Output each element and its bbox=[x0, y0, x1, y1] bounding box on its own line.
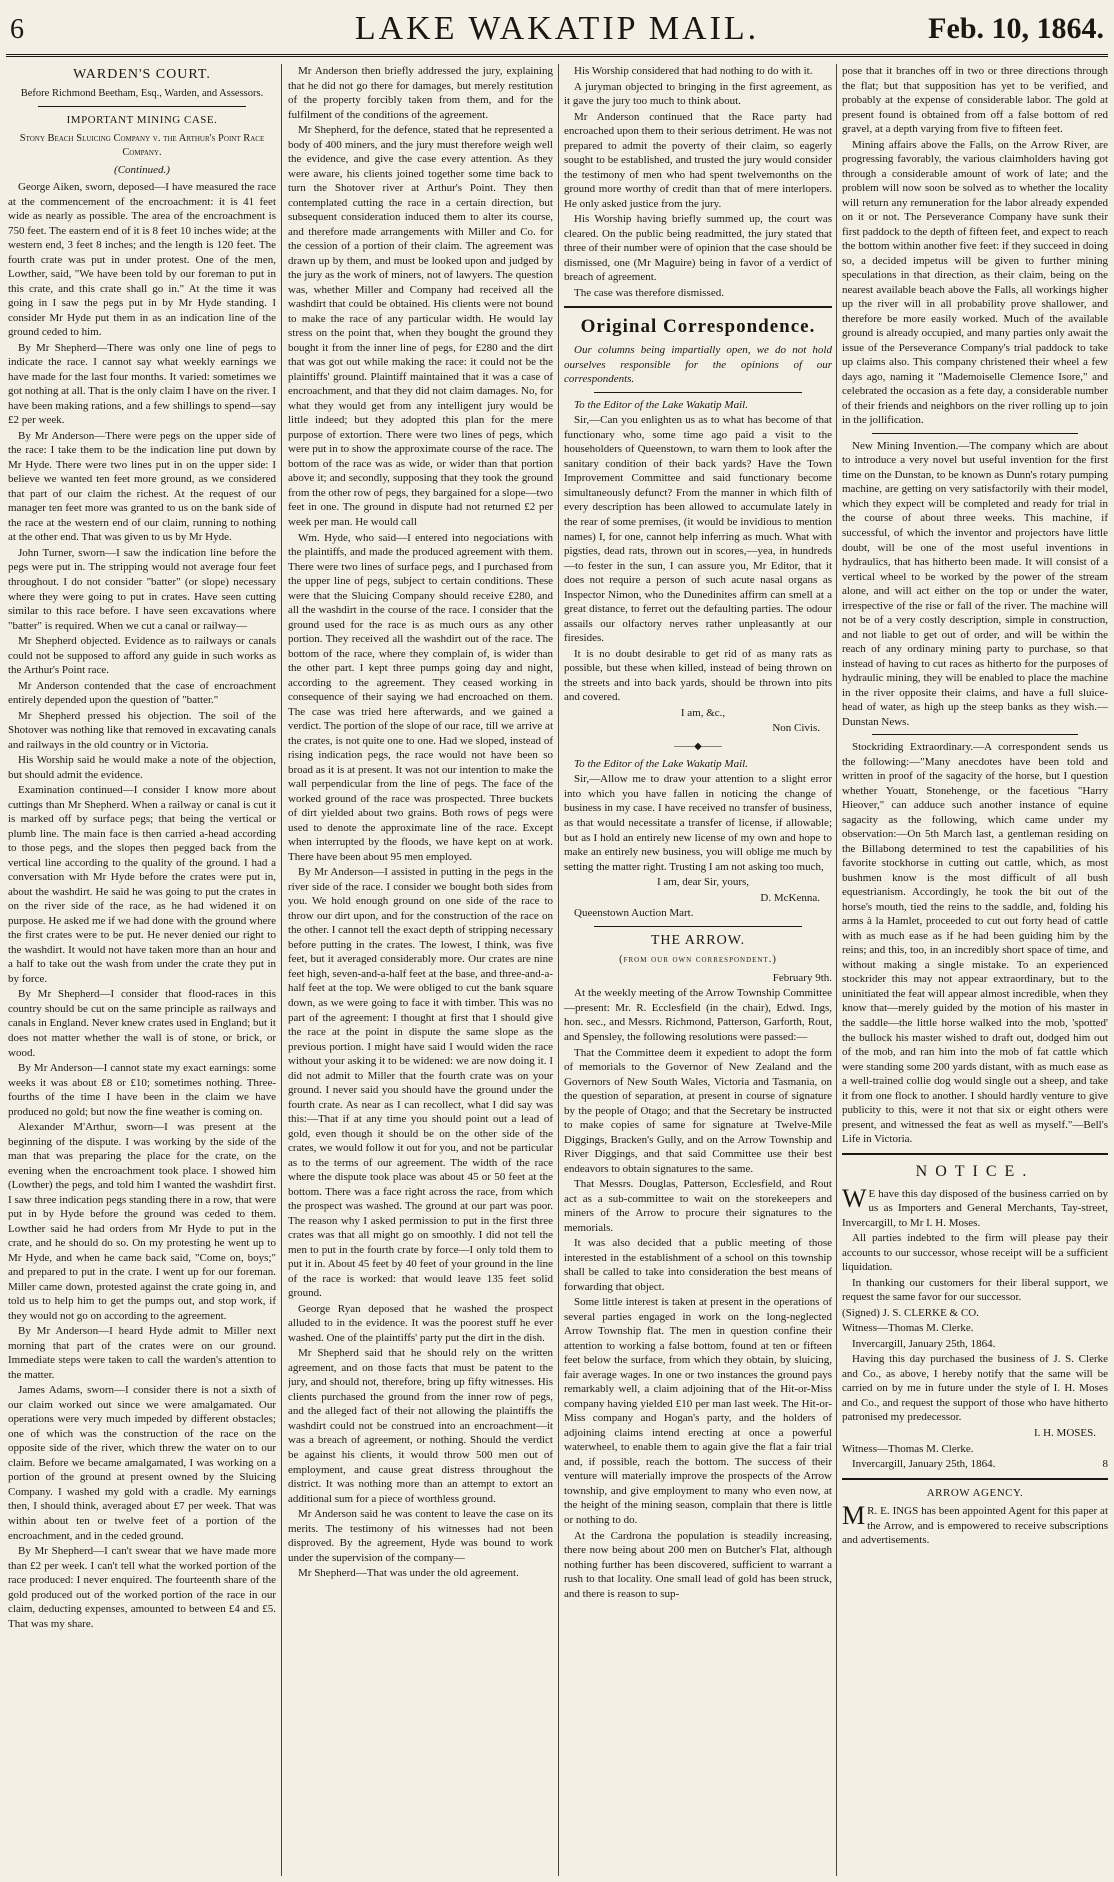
article-paragraph: Examination continued—I consider I know more about cuttings than Mr Shepherd. When a railway or canal is cut it is marked off by surface pegs; that being the vertical or plumb line. The main face is then carried a-head according to those pegs, and the slopes then pegged back from the vertical line according to the quality of the ground. I had a conversation with Mr Hyde before the crates were put in, about the washdirt. He said he was going to put the crates in on the river side of the race, as he had widened it on purpose. He asked me if we had done with the ground where the first crates were to be put. He never denied our right to the washdirt. It would not have taken more than an hour and a half to take out the wash from under the crate they put in by force. bbox=[8, 784, 276, 985]
ad-number: 8 bbox=[1102, 1458, 1108, 1471]
agency-heading: ARROW AGENCY. bbox=[926, 1486, 1024, 1499]
continued-label: (Continued.) bbox=[114, 163, 170, 176]
article-paragraph: It was also decided that a public meeting of those interested in the establishment of a school on this township shall be called to take into consideration the best means of forwarding that object. bbox=[564, 1237, 832, 1293]
letter-place: Queenstown Auction Mart. bbox=[574, 907, 694, 920]
letter-paragraph: Sir,—Can you enlighten us as to what has become of that functionary who, some time ago paid a visit to the householders of Queenstown, to warn them to look after the sanitary condition of their back yards? Have the Town Improvement Committee and said functionary become simultaneously defunct? From the manner in which filth of every description has been allowed to accumulate lately in the rear of some premises, (it would be invidious to mention names) I, for one, cannot help inferring as much. What with pigsties, dead rats, thrown out in scores,—yea, in hundreds—to fester in the sun, I can assure you, Mr Editor, that it does not require a person of such acute nasal organs as Inspector Nimon, who the Dunedinites affirm can smell at a great distance, to ferret out the defaulting parties. The odour assails our olfactory nerves rather unpleasantly at our firesides. bbox=[564, 414, 832, 645]
notice-paragraph: Having this day purchased the business of J. S. Clerke and Co., as above, I hereby notify that the same will be carried on by me in future under the style of I. H. Moses and Co., and request the support of those who have hitherto patronised my predecessor. bbox=[842, 1353, 1108, 1424]
notice-place-date: Invercargill, January 25th, 1864. bbox=[852, 1337, 996, 1350]
article-paragraph: By Mr Shepherd—I consider that flood-races in this country should be cut on the same principle as railways and canals in England. Never knew crates used in England; but it does not matter whether the wall is of stone, or brick, or wood. bbox=[8, 988, 276, 1059]
article-paragraph: John Turner, sworn—I saw the indication line before the pegs were put in. The stripping would not average four feet throughout. I do not consider "batter" (or slope) necessary where they were going to put in crates. Have seen cutting similar to this race before. I have seen excavations where "batter" is required. When we cut a canal or railway— bbox=[8, 546, 276, 632]
article-paragraph: At the Cardrona the population is steadily increasing, there now being about 200 men on Butcher's Flat, although nothing further has been discovered, sufficient to warrant a rush to that locality. One small lead of gold has been struck, and there is reason to sup- bbox=[564, 1529, 832, 1600]
article-paragraph: Mr Shepherd pressed his objection. The soil of the Shotover was nothing like that removed in excavating canals and railways in the old country or in Victoria. bbox=[8, 709, 276, 751]
dateline: February 9th. bbox=[772, 971, 832, 984]
notice-signed: (Signed) J. S. CLERKE & CO. bbox=[842, 1306, 979, 1319]
divider bbox=[872, 734, 1078, 735]
wardens-court-heading: WARDEN'S COURT. bbox=[73, 67, 211, 82]
arrow-heading: THE ARROW. bbox=[650, 932, 746, 948]
column-rule bbox=[281, 64, 282, 1876]
ornament-divider: ——◆—— bbox=[674, 740, 722, 752]
article-paragraph: Alexander M'Arthur, sworn—I was present at the beginning of the dispute. I was working by the side of the man that was preparing the place for the crate, on the evening when the encroachment took place. I showed him (Lowther) the pegs, and told him I wanted the washdirt first. I saw three indication pegs standing there in a row, that were put in by Hyde before the ground was ceded to them. Lowther said he had orders from Mr Hyde to put in the crate, and he should do so. On my protesting he went up to Mr Hyde, and when he came back said, "Come on, boys;" and prepared to put in the crate. I went up for our foreman. Miller came down, protested against the crate going in, and told us to help him to get the pumps out, and stop work, if they would not go on according to the agreement. bbox=[8, 1121, 276, 1322]
newspaper-title: LAKE WAKATIP MAIL. bbox=[354, 10, 760, 47]
notice-witness: Witness—Thomas M. Clerke. bbox=[842, 1442, 974, 1455]
article-paragraph: A juryman objected to bringing in the first agreement, as it gave the jury too much to think about. bbox=[564, 80, 832, 108]
article-paragraph: Mr Anderson said he was content to leave the case on its merits. The testimony of his witnesses had not been disproved. By the agreement, Hyde was bound to work under the supervision of the company— bbox=[288, 1508, 553, 1564]
page-number: 6 bbox=[10, 14, 24, 45]
article-paragraph: The case was therefore dismissed. bbox=[574, 286, 724, 299]
disclaimer: Our columns being impartially open, we do not hold ourselves responsible for the opinions of our correspondents. bbox=[564, 344, 832, 386]
divider bbox=[38, 106, 246, 107]
article-paragraph: Wm. Hyde, who said—I entered into negociations with the plaintiffs, and made the produced agreement with them. There were two lines of surface pegs, and I purchased from the upper line of pegs, subject to certain conditions. These were that the Sluicing Company should receive £280, and all the washdirt in the course of the race. I consider that the ground used for the race is as much ours as any other portion. They received all the washdirt out of the race. The bottom of the race, where they complain of, is wider than the other part. I kept three pumps going day and night, according to the agreement. They ceased working in consequence of their saying we had encroached on them. The case was tried here afterwards, and we gained a verdict. The portion of the slope of our race, till we arrive at the crates, is not quite one to one. Had we sloped, instead of rising indication pegs, the race would not have been so broad as it is at present. It was not our intention to make the wall perpendicular from the line of pegs. The face of the worked ground of the race was prospected. Three buckets of dirt yielded about two grains. Both rows of pegs were used to denote the approximate line of the race. Except when interrupted by the floods, we have kept on at work. There have been about 95 men employed. bbox=[288, 531, 553, 863]
letter-paragraph: It is no doubt desirable to get rid of as many rats as possible, but these when killed, instead of being thrown on the streets and into back yards, should be thrown into pits and covered. bbox=[564, 647, 832, 704]
section-rule bbox=[842, 1153, 1108, 1155]
article-paragraph: Mining affairs above the Falls, on the Arrow River, are progressing favorably, the various claimholders having got through a considerable amount of work of late; and the problem will now soon be solved as to whether the locality will return any remuneration for the labor already expended on it or not. The Perseverance Company have sunk their first paddock to the depth of fifteen feet, and expect to reach the bottom within another five feet: if they succeed in doing so, a decided impetus will be given to further mining speculations in that direction, as their claim, being on the nearest available beach above the Falls, all workings higher up the river will in all probability prove shallower, and therefore be more easily worked. Much of the available ground is already occupied, and many parties only await the issue of the Perseverance Company's trial paddock to take up claims also. This company christened their wheel a few days ago, naming it "Mademoiselle Clemence Isore," and celebrated the occasion as a fete day, a considerable number of their friends and neighbors on the river rolling up to join in the jollification. bbox=[842, 138, 1108, 427]
article-paragraph: pose that it branches off in two or three directions through the flat; but that supposition has yet to be verified, and probably at the expense of considerable labor. The gold at present found is obtained from off a false bottom of red gravel, at a depth varying from five to fifteen feet. bbox=[842, 65, 1108, 136]
section-rule bbox=[564, 306, 832, 308]
column-2 bbox=[288, 64, 553, 1876]
article-paragraph: His Worship considered that had nothing to do with it. bbox=[574, 65, 813, 77]
divider bbox=[594, 392, 802, 393]
court-officers: Before Richmond Beetham, Esq., Warden, and Assessors. bbox=[20, 88, 264, 100]
divider bbox=[872, 433, 1078, 434]
article-paragraph: That the Committee deem it expedient to adopt the form of memorials to the Governor of New Zealand and the Governors of New South Wales, Victoria and Tasmania, on the question of separation, at present in course of signature by the people of Otago; and that the Secretary be instructed to make copies of same for signature at Twelve-Mile Diggings, Bracken's Gully, and on the Arrow Township and River Diggings, and that said Committee use their best endeavors to obtain signatures to the same. bbox=[564, 1046, 832, 1175]
column-rule bbox=[558, 64, 559, 1876]
article-paragraph: Mr Shepherd said that he should rely on the written agreement, and on those facts that must be patent to the jury, and should not, therefore, bring up fifty witnesses. His clients purchased the ground from the inner row of pegs, and the alleged fact of their not allowing the plaintiffs the washdirt could not be construed into an encroachment—it was a breach of agreement, or nothing. Should the verdict be against his clients, it would throw 500 men out of employment, and cause great distress throughout the district. It was nothing more than an attempt to extort an additional sum for a piece of worthless ground. bbox=[288, 1347, 553, 1505]
article-paragraph: By Mr Shepherd—There was only one line of pegs to indicate the race. I cannot say what weekly earnings we have made for the last four months. It varied: sometimes we got nothing at all. That is the only claim I have on the river. I have been making rations, and a few shillings to spend—say £2 per week. bbox=[8, 341, 276, 427]
article-paragraph: By Mr Anderson—There were pegs on the upper side of the race: I take them to be the indication line put down by Mr Hyde. There were two lines put in on the upper side: I believe we wanted ten feet more ground, as we considered that part of our claim the richest. At the request of our manager ten feet more was granted to us on the bank side of the race at the western end of our claim, running to nothing at the other end. That was given to us by Mr Hyde. bbox=[8, 429, 276, 544]
article-paragraph: By Mr Anderson—I heard Hyde admit to Miller next morning that part of the crates were on our ground. Immediate steps were taken to call the warden's attention to the matter. bbox=[8, 1325, 276, 1381]
article-paragraph: By Mr Anderson—I assisted in putting in the pegs in the river side of the race. I consider we bought both sides from you. We hold enough ground on one side of the race to throw our dirt upon, and for the construction of the race on the other. I cannot tell the exact depth of stripping necessary before putting in the crates. The lowest, I think, was five feet, but it averaged considerably more. Our crates are nine feet high, seven-and-a-half feet at the base, and three-and-a-half feet at the top. We were obliged to cut the bank square down, as we were going to face it with timber. This was no part of the agreement: I thought at first that I should give the race at the point in dispute the same slope as the previous portion. I might have said I would widen the race without your asking it to be widened: we are now doing it. I did not admit to Miller that the fourth crate was on your ground. I never said you should have the ground under the fourth crate. As near as I can recollect, what I did say was this:—That if at any time you should point out a lead of gold, even though it should be on the other side of the crates, we would follow it out for you, and not be particular as to the terms of our agreement. The width of the race where the dispute took place was about 45 or 50 feet at the bottom. There was a face right across the race, from which the prospect was washed. The ground at our part was poor. The reason why I asked permission to put in the first three crates was that all might go on smoothly. I did not tell the men to put in the fourth crate by force—I only told them to put it in. About 45 feet by 40 feet of your ground in the line of the race is worked: that would leave 135 feet solid ground. bbox=[288, 866, 553, 1300]
letter-signature: Non Civis. bbox=[772, 722, 820, 735]
issue-date: Feb. 10, 1864. bbox=[928, 12, 1104, 45]
article-paragraph: Mr Anderson contended that the case of encroachment entirely depended upon the question of "batter." bbox=[8, 679, 276, 707]
notice-paragraph: All parties indebted to the firm will please pay their accounts to our successor, whose receipt will be a sufficient liquidation. bbox=[842, 1232, 1108, 1274]
article-paragraph: Some little interest is taken at present in the operations of several parties engaged in work on the long-neglected Arrow Township flat. The men in question confine their attention to working a false bottom, found at ten or fifteen feet below the surface, from which they obtain, by sluicing, fair average wages. In one or two instances the ground pays remarkably well, a claim adjoining that of the Hit-or-Miss company having yielded £10 per man last week. The Hit-or-Miss company and Hogan's party, and the holders of adjoining claims intend erecting at once a powerful waterwheel, to enable them to again give the flat a fair trial and, if possible, reach the bottom. The success of their venture will materially improve the prospects of the Arrow township, and give employment to many who even now, at the height of the mining season, complain that there is little or nothing to do. bbox=[564, 1296, 832, 1526]
notice-paragraph: In thanking our customers for their liberal support, we request the same favor for our successor. bbox=[842, 1276, 1108, 1304]
letter-closing: I am, &c., bbox=[680, 706, 726, 719]
case-name: Stony Beach Sluicing Company v. the Arthur's Point Race Company. bbox=[19, 132, 265, 158]
article-paragraph: That Messrs. Douglas, Patterson, Ecclesfield, and Rout act as a sub-committee to wait on the storekeepers and miners of the Arrow to procure their signatures to the memorials. bbox=[564, 1178, 832, 1234]
article-paragraph: George Aiken, sworn, deposed—I have measured the race at the commencement of the encroachment: it is 41 feet wide as nearly as possible. The area of the encroachment is 750 feet. The eastern end of it is 8 feet 10 inches wide; at the western end, 3 feet 8 inches; and the length is 120 feet. The fourth crate was put in under protest. One of the men, Lowther, said, "We have been told by our foreman to put in this crate, and this crate shall go in." At the time it was going in I saw the pegs put in by Mr Hyde standing. I consider Mr Hyde put them in as an indication line of the ground ceded to him. bbox=[8, 181, 276, 339]
notice-place-date bbox=[842, 1457, 1108, 1472]
article-paragraph: Mr Anderson continued that the Race party had encroached upon them to their serious detriment. He was not prepared to admit the poverty of their claim, so eagerly sought to be established, and trusted the jury would consider the testimony of men who had spent twelvemonths on the ground more worthy of credit than that of mere interlopers. He only asked justice from the jury. bbox=[564, 110, 832, 210]
agency-text: MR. E. INGS has been appointed Agent for this paper at the Arrow, and is empowered to receive subscriptions and advertisements. bbox=[842, 1501, 1108, 1547]
notice-witness: Witness—Thomas M. Clerke. bbox=[842, 1322, 974, 1335]
article-paragraph: Mr Anderson then briefly addressed the jury, explaining that he did not go there for damages, but merely restitution of the property forcibly taken from them, and for the fulfilment of the conditions of the agreement. bbox=[288, 65, 553, 121]
article-paragraph: James Adams, sworn—I consider there is not a sixth of our claim worked out since we were amalgamated. Our operations were very much impeded by different obstacles; one of which was the construction of the race on the opposite side of the river, which threw the water on to our claim. Before we became amalgamated, I was working on a portion of the ground at present owned by the Sluicing Company. I washed my gold with a cradle. My earnings then, I should think, averaged about £7 per week. That was within about ten or twelve feet of a portion of the encroachment, and in the ceded ground. bbox=[8, 1384, 276, 1542]
article-paragraph: By Mr Anderson—I cannot state my exact earnings: some weeks it was about £8 or £10; sometimes nothing. Three-fourths of the time I have been in the claim we have produced no gold; but now the fine weather is coming on. bbox=[8, 1062, 276, 1118]
case-title: IMPORTANT MINING CASE. bbox=[66, 114, 218, 127]
article-paragraph: At the weekly meeting of the Arrow Township Committee—present: Mr. R. Ecclesfield (in the chair), Edwd. Ings, hon. sec., and Messrs. Richmond, Patterson, Garforth, Rout, and Spensley, the following resolutions were passed:— bbox=[564, 987, 832, 1043]
column-3 bbox=[564, 64, 832, 1876]
stockriding-item: Stockriding Extraordinary.—A correspondent sends us the following:—"Many anecdotes have been told and written in proof of the sagacity of the horse, but I question whether Youatt, Stonehenge, or the facetious "Harry Hieover," can adduce such another instance of equine sagacity as the following, which came under my observation:—On 5th March last, a gentleman residing on the Billabong determined to test the capabilities of his favorite stockhorse in cutting out cattle, which, as most bushmen know is the most difficult of all bush equestrianism. Accordingly, he took the bit out of the horse's mouth, tied the reins to the saddle, and, folding his arms à la Hamlet, proceeded to cut out forty head of cattle with as much ease as if he had been guiding him by the reins; and this, too, in an incredibly short space of time, and without making a single mistake. To an experienced stockrider this may not appear extraordinary, but to the uninitiated the feat will appear almost incredible, when they know that—merely guided by the motion of his master in the saddle—the little horse walked into the mob, 'spotted' the bullock his master wished to draft out, dodged him out of the mob, and ran him into the mob of fat cattle which were standing some 200 yards distant, with as much ease as a well-trained collie dog would single out a sheep, and take it from one flock to another. I should hardly venture to give publicity to this, were it not that six or eight others were present, and witnessed the feat as well as myself."—Bell's Life in Victoria. bbox=[842, 741, 1108, 1146]
article-paragraph: George Ryan deposed that he washed the prospect alluded to in the evidence. It was the poorest stuff he ever washed. One of the plaintiffs' party put the dirt in the dish. bbox=[288, 1302, 553, 1344]
letter-salutation: To the Editor of the Lake Wakatip Mail. bbox=[574, 398, 748, 411]
letter-salutation: To the Editor of the Lake Wakatip Mail. bbox=[574, 757, 748, 770]
column-1 bbox=[8, 64, 276, 1876]
article-paragraph: Mr Shepherd—That was under the old agreement. bbox=[298, 1567, 519, 1580]
article-paragraph: His Worship said he would make a note of the objection, but should admit the evidence. bbox=[8, 754, 276, 781]
article-paragraph: By Mr Shepherd—I can't swear that we have made more than £2 per week. I can't tell what the worked portion of the race produced: I never enquired. The fourteenth share of the gold produced out of the worked portion of the race in our claim, deducting expenses, amounted to between £4 and £5. That was my share. bbox=[8, 1545, 276, 1630]
letter-signature: D. McKenna. bbox=[760, 891, 820, 904]
masthead bbox=[6, 4, 1108, 56]
letter-paragraph: Sir,—Allow me to draw your attention to a slight error into which you have fallen in noticing the change of business in my case. I have received no transfer of business, as that would necessitate a transfer of license, if allowable; but as I hold an entirely new license of my own and hope to make an entirely new business, you will oblige me much by setting the matter right. Trusting I am not asking too much, bbox=[564, 773, 832, 873]
mining-invention-item: New Mining Invention.—The company which are about to introduce a very novel but useful invention for the first time on the Dunstan, to be known as Dunn's rotary pumping machine, are getting on very satisfactorily with their model, which they expect will be completed and ready for trial in the course of about three weeks. This machine, if successful, of which the inventor and projectors have little doubt, will be one of the most useful inventions in hydraulics, that has hitherto been made. It will consist of a vertical wheel to be worked by the power of the stream alone, and will act either on the top or under the water, irrespective of the rise or fall of the river. The machine will not be of a very costly description, simple in construction, and not liable to get out of order, and will be within the reach of any ordinary mining party to purchase, so that instead of having to cut races as hitherto for the purposes of hydraulic mining, they will be enabled to place the machine in the river opposite their claims, and have a full sluice-head of water, as high up the steep banks as they wish.—Dunstan News. bbox=[842, 439, 1108, 728]
notice-heading: NOTICE. bbox=[915, 1162, 1035, 1180]
notice-moses-signature: I. H. MOSES. bbox=[1033, 1427, 1096, 1439]
section-rule bbox=[842, 1478, 1108, 1480]
notice-place-date-text: Invercargill, January 25th, 1864. bbox=[852, 1458, 996, 1471]
notice-paragraph: WE have this day disposed of the business carried on by us as Importers and General Merchants, Tay-street, Invercargill, to Mr I. H. Moses. bbox=[842, 1183, 1108, 1229]
article-paragraph: Mr Shepherd objected. Evidence as to railways or canals could not be supposed to afford any guide in such works as the Arthur's Point race. bbox=[8, 635, 276, 677]
column-rule bbox=[836, 64, 837, 1876]
article-paragraph: Mr Shepherd, for the defence, stated that he represented a body of 400 miners, and the jury must therefore weigh well the evidence, and give the case every attention. As they were aware, his clients joined together some time back to turn the Shotover river at Arthur's Point. They then contemplated cutting the race in a certain direction, but subsequent consideration induced them to alter its course, and therefore made arrangements with Miller and Co. for the cession of a portion of their claim. The agreement was drawn up by them, and must be looked upon and judged by the jury as the work of miners, not of lawyers. The question was, whether Miller and Company had received all the washdirt that could be obtained. His clients were not bound to make the race of any particular width. He would lay stress on the point that, when they bought the ground they bought it from the inner line of pegs, for £280 and the dirt that was got out while making the race: it could not be the plaintiffs' ground. Plaintiff maintained that it was a case of encroachment, and that they did not claim damages. No, for what they would get from any intelligent jury would be little indeed; but they adopted this plan for the mere purpose of extortion. There were two lines of pegs, which were put in to show the approximate course of the race. The bottom of the race was as wide, or wider than that portion above it; and secondly, supposing that they took the ground from the other row of pegs, they bargained for a slope—two feet in one. The ground in dispute had not returned £2 per week per man. He would call bbox=[288, 124, 553, 528]
arrow-subheading: (from our own correspondent.) bbox=[619, 954, 777, 966]
letter-closing: I am, dear Sir, yours, bbox=[656, 876, 750, 889]
article-paragraph: His Worship having briefly summed up, the court was cleared. On the public being readmitted, the jury stated that three of their number were of opinion that the case should be dismissed, one (Mr Maguire) being in favor of a verdict of breach of agreement. bbox=[564, 213, 832, 284]
masthead-rule bbox=[6, 54, 1108, 59]
divider bbox=[594, 926, 802, 927]
column-4 bbox=[842, 64, 1108, 1876]
correspondence-heading: Original Correspondence. bbox=[580, 316, 816, 338]
